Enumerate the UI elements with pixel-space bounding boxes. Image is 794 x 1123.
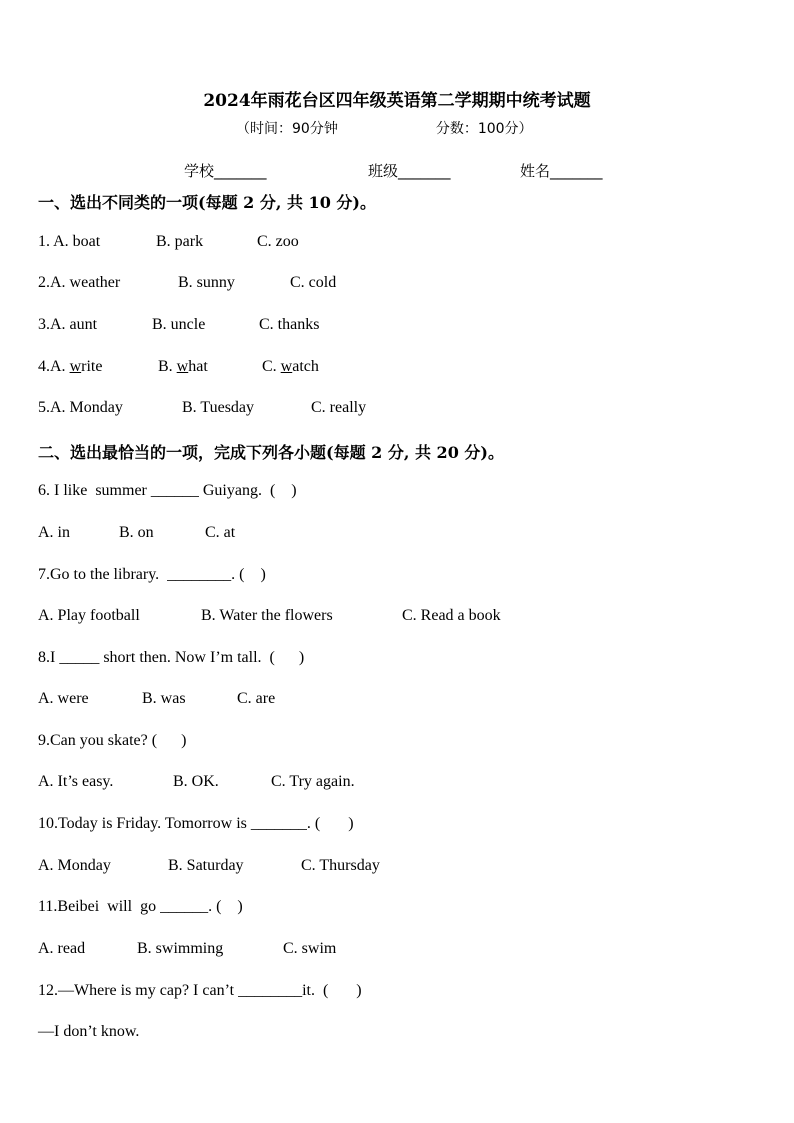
name-field: 姓名_______ bbox=[520, 162, 603, 180]
question-7-a: A. Play football bbox=[38, 607, 140, 624]
question-2-b: B. sunny bbox=[178, 274, 235, 291]
question-9-stem: 9.Can you skate? ( ) bbox=[38, 732, 187, 749]
question-8-c: C. are bbox=[237, 690, 276, 707]
q4-a-rest: rite bbox=[81, 358, 103, 375]
section2-heading: 二、选出最恰当的一项，完成下列各小题(每题 2 分, 共 20 分)。 bbox=[38, 443, 504, 462]
exam-subtitle bbox=[236, 118, 533, 138]
question-3-b: B. uncle bbox=[152, 316, 206, 333]
question-4-c bbox=[262, 358, 319, 376]
question-7-stem: 7.Go to the library. ________. ( ) bbox=[38, 566, 266, 583]
question-3-c: C. thanks bbox=[259, 316, 320, 333]
question-10-b: B. Saturday bbox=[168, 857, 244, 874]
question-6-b: B. on bbox=[119, 524, 154, 541]
question-7-c: C. Read a book bbox=[402, 607, 501, 624]
question-10-a: A. Monday bbox=[38, 857, 111, 874]
school-field: 学校_______ bbox=[184, 162, 267, 180]
question-1-b: B. park bbox=[156, 233, 204, 250]
question-5-b: B. Tuesday bbox=[182, 399, 255, 416]
q4-b-underlined: w bbox=[176, 358, 189, 375]
question-6-a: A. in bbox=[38, 524, 70, 541]
q4-b-prefix: B. bbox=[158, 358, 177, 375]
question-9-a: A. It’s easy. bbox=[38, 773, 114, 790]
question-9-b: B. OK. bbox=[173, 773, 219, 790]
exam-title: 2024年雨花台区四年级英语第二学期期中统考试题 bbox=[203, 91, 591, 111]
question-7-b: B. Water the flowers bbox=[201, 607, 333, 624]
question-9-c: C. Try again. bbox=[271, 773, 355, 790]
question-11-a: A. read bbox=[38, 940, 86, 957]
question-4-b bbox=[158, 358, 208, 376]
question-10-c: C. Thursday bbox=[301, 857, 380, 874]
question-2-a: 2.A. weather bbox=[38, 274, 121, 291]
question-12-reply: —I don’t know. bbox=[38, 1023, 140, 1040]
q4-a-underlined: w bbox=[69, 358, 82, 375]
question-12-stem: 12.—Where is my cap? I can’t ________it. ( ) bbox=[38, 982, 362, 999]
question-5-c: C. really bbox=[311, 399, 367, 416]
section1-heading: 一、选出不同类的一项(每题 2 分, 共 10 分)。 bbox=[38, 193, 376, 212]
q4-b-rest: hat bbox=[188, 358, 208, 375]
score-info: 分数：100分） bbox=[435, 121, 533, 137]
question-4-a bbox=[38, 358, 102, 376]
question-1-a: 1. A. boat bbox=[38, 233, 101, 250]
question-11-c: C. swim bbox=[283, 940, 337, 957]
class-field: 班级_______ bbox=[368, 162, 451, 180]
q4-c-prefix: C. bbox=[262, 358, 281, 375]
question-3-a: 3.A. aunt bbox=[38, 316, 98, 333]
q4-a-prefix: 4.A. bbox=[38, 358, 70, 375]
question-8-stem: 8.I _____ short then. Now I’m tall. ( ) bbox=[38, 649, 305, 666]
question-6-stem: 6. I like summer ______ Guiyang. ( ) bbox=[38, 482, 297, 499]
question-2-c: C. cold bbox=[290, 274, 337, 291]
question-5-a: 5.A. Monday bbox=[38, 399, 123, 416]
q4-c-rest: atch bbox=[292, 358, 319, 375]
question-1-c: C. zoo bbox=[257, 233, 299, 250]
question-8-a: A. were bbox=[38, 690, 89, 707]
question-11-b: B. swimming bbox=[137, 940, 224, 957]
question-11-stem: 11.Beibei will go ______. ( ) bbox=[38, 898, 243, 915]
question-6-c: C. at bbox=[205, 524, 236, 541]
question-10-stem: 10.Today is Friday. Tomorrow is _______. ( ) bbox=[38, 815, 354, 832]
time-info: （时间：90分钟 bbox=[236, 121, 338, 137]
question-8-b: B. was bbox=[142, 690, 186, 707]
q4-c-underlined: w bbox=[280, 358, 293, 375]
